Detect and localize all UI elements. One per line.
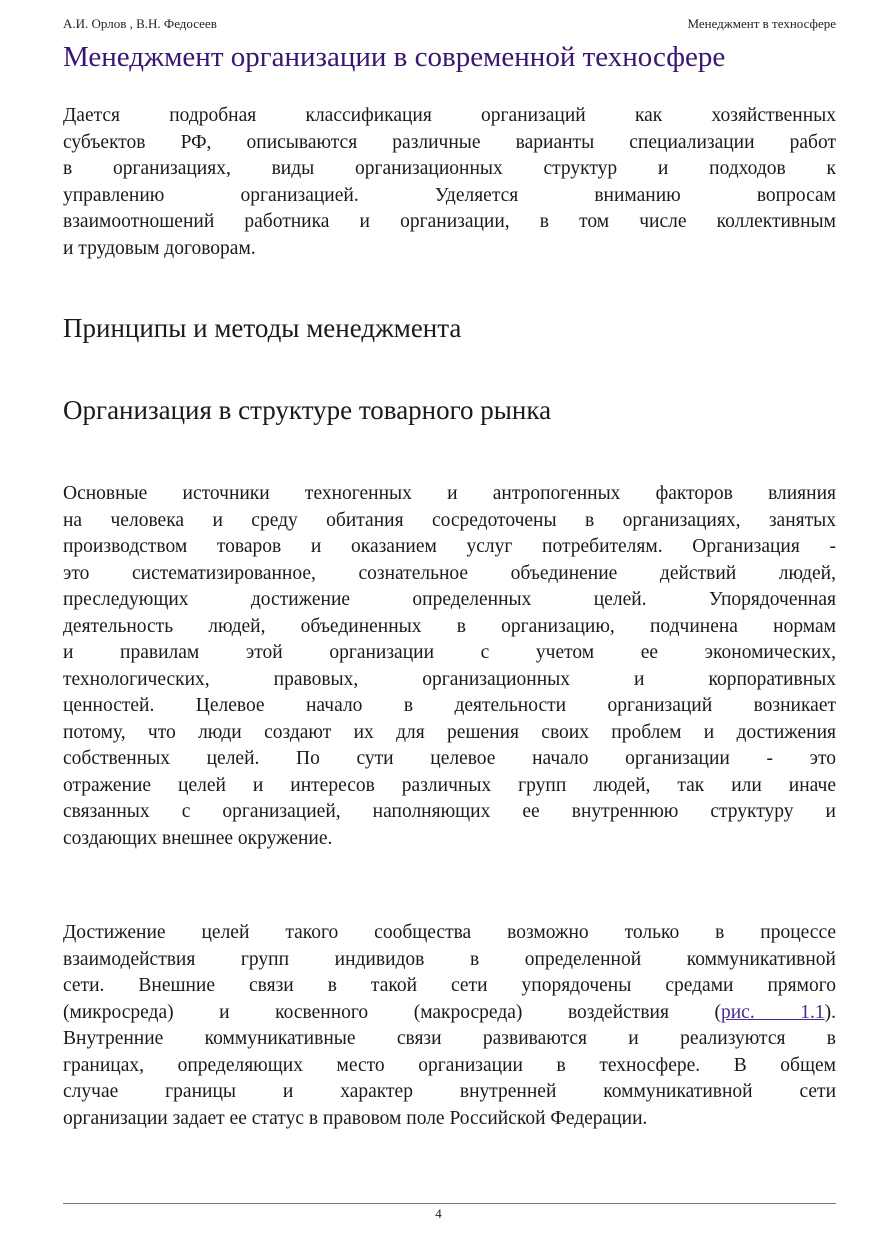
link-line-prefix: (микросреда) и косвенного (макросреда) воздействия ( <box>63 1001 721 1023</box>
body-line: границах, определяющих место организации в техносфере. В общем <box>63 1054 836 1076</box>
body-line: отражение целей и интересов различных групп людей, так или иначе <box>63 774 836 796</box>
body-paragraph-1 <box>63 481 836 852</box>
link-line-suffix: ). <box>824 1001 837 1023</box>
abstract-paragraph <box>63 103 836 262</box>
body-line: организации задает ее статус в правовом поле Российской Федерации. <box>63 1107 648 1129</box>
body-line-with-link <box>63 1000 836 1027</box>
body-line: потому, что люди создают их для решения своих проблем и достижения <box>63 721 836 743</box>
abstract-line: управлению организацией. Уделяется вниманию вопросам <box>63 184 836 206</box>
body-line: Внутренние коммуникативные связи развиваются и реализуются в <box>63 1028 836 1049</box>
body-line: сети. Внешние связи в такой сети упорядочены средами прямого <box>63 975 836 996</box>
body-line: преследующих достижение определенных целей. Упорядоченная <box>63 589 836 610</box>
body-line: случае границы и характер внутренней коммуникативной сети <box>63 1081 836 1102</box>
body-line: производством товаров и оказанием услуг потребителям. Организация - <box>63 536 836 557</box>
abstract-line: взаимоотношений работника и организации, в том числе коллективным <box>63 211 836 232</box>
body-line: Основные источники техногенных и антропогенных факторов влияния <box>63 483 836 504</box>
header-running-title: Менеджмент в техносфере <box>687 16 836 31</box>
footer-divider <box>63 1203 836 1204</box>
subsection-heading: Организация в структуре товарного рынка <box>63 395 552 425</box>
header-authors: А.И. Орлов , В.Н. Федосеев <box>63 16 217 31</box>
body-line: Достижение целей такого сообщества возможно только в процессе <box>63 922 836 943</box>
body-line: связанных с организацией, наполняющих ее внутреннюю структуру и <box>63 801 836 822</box>
document-title: Менеджмент организации в современной техносфере <box>63 41 726 73</box>
body-line: и правилам этой организации с учетом ее экономических, <box>63 642 836 663</box>
section-heading: Принципы и методы менеджмента <box>63 313 462 343</box>
body-line: деятельность людей, объединенных в организацию, подчинена нормам <box>63 615 836 637</box>
body-paragraph-2 <box>63 920 836 1132</box>
abstract-line: Дается подробная классификация организаций как хозяйственных <box>63 105 836 126</box>
body-line: технологических, правовых, организационных и корпоративных <box>63 668 836 690</box>
figure-link[interactable]: рис. 1.1 <box>720 1001 825 1023</box>
abstract-line: и трудовым договорам. <box>63 237 256 259</box>
abstract-line: субъектов РФ, описываются различные варианты специализации работ <box>63 131 836 153</box>
body-line: создающих внешнее окружение. <box>63 827 333 849</box>
body-line: ценностей. Целевое начало в деятельности организаций возникает <box>63 695 836 716</box>
body-line: на человека и среду обитания сосредоточены в организациях, занятых <box>63 509 836 531</box>
abstract-line: в организациях, виды организационных структур и подходов к <box>63 158 836 179</box>
body-line: это систематизированное, сознательное объединение действий людей, <box>63 562 836 584</box>
body-line: собственных целей. По сути целевое начало организации - это <box>63 748 836 769</box>
body-line: взаимодействия групп индивидов в определенной коммуникативной <box>63 948 836 970</box>
page-number: 4 <box>435 1206 442 1221</box>
